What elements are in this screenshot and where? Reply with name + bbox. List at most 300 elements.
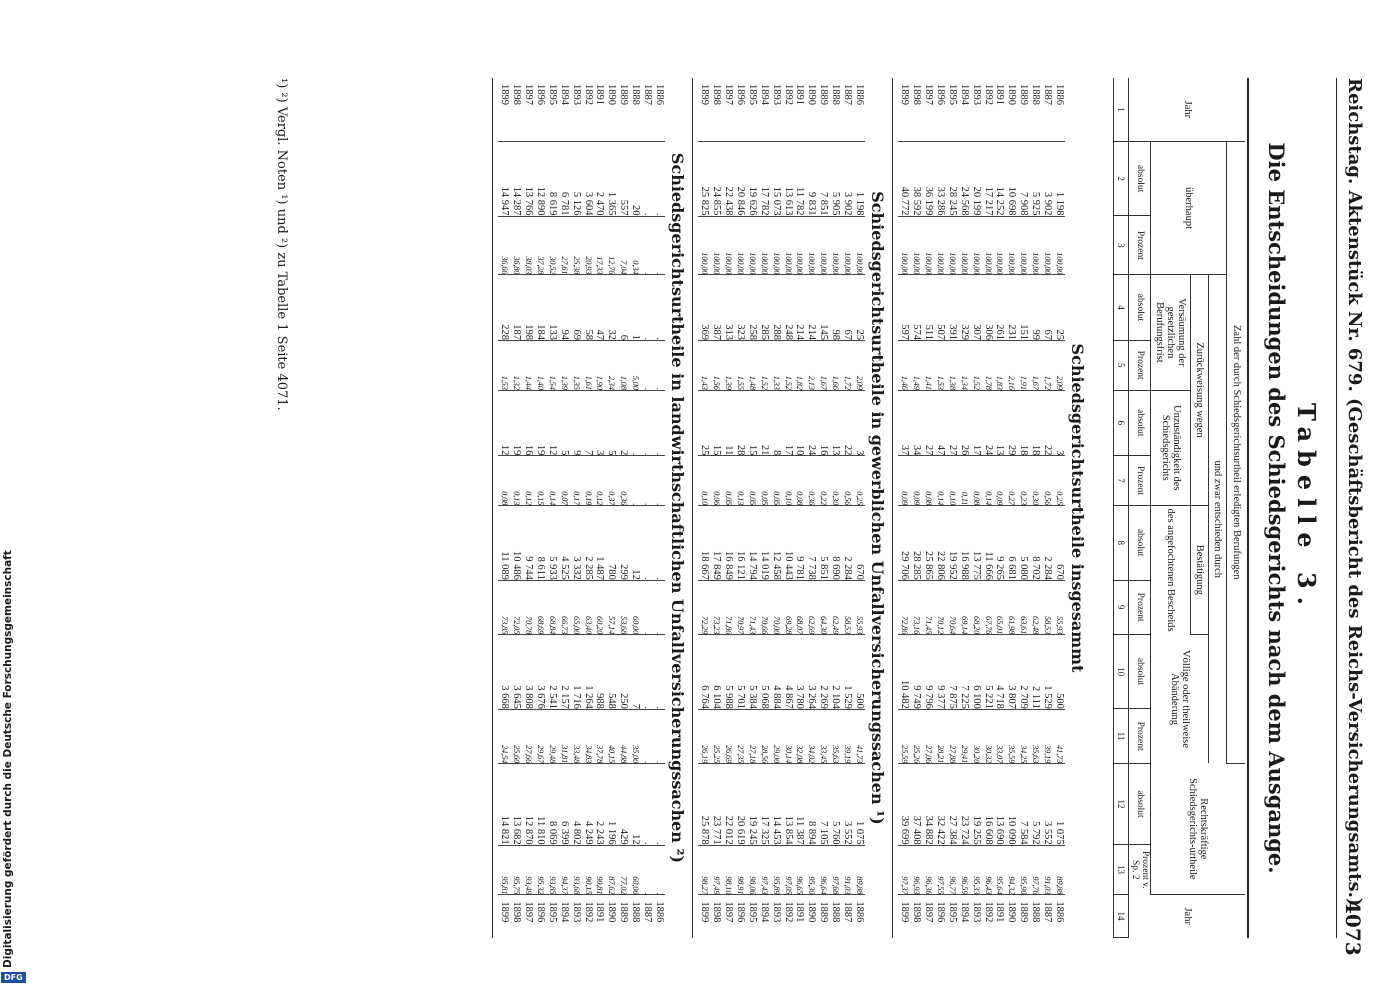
value-cell: 95,30 (805, 845, 817, 895)
value-cell: 2 243 (594, 764, 606, 845)
table-row (994, 78, 1006, 938)
value-cell: 7 851 (817, 141, 829, 216)
value-cell: . (653, 275, 665, 341)
value-cell: 1,53 (498, 340, 510, 390)
value-cell: 100,00 (1017, 216, 1029, 275)
value-cell: 100,00 (841, 216, 853, 275)
value-cell: 15 (746, 390, 758, 456)
value-cell: . (653, 141, 665, 216)
value-cell: . (641, 709, 653, 763)
value-cell: 25,60 (510, 709, 522, 763)
column-number: 13 (1114, 845, 1129, 895)
value-cell: 0,11 (958, 456, 970, 506)
table-row (922, 78, 934, 938)
value-cell: 1,46 (898, 340, 910, 390)
value-cell: . (653, 456, 665, 506)
value-cell: 1,35 (570, 340, 582, 390)
year-cell: 1887 (1042, 901, 1054, 923)
value-cell: 369 (698, 275, 710, 341)
value-cell: 2 470 (594, 141, 606, 216)
value-cell: 36,66 (498, 216, 510, 275)
value-cell: 58 (582, 275, 594, 341)
value-cell: 39,19 (1041, 709, 1053, 763)
value-cell: 32 422 (934, 764, 946, 845)
value-cell: 5 080 (1017, 506, 1029, 581)
value-cell: 25 825 (698, 141, 710, 216)
table-row (841, 78, 853, 938)
value-cell: 13 613 (782, 141, 794, 216)
value-cell: 72,05 (510, 580, 522, 634)
value-cell: 1,78 (982, 340, 994, 390)
value-cell: 98,10 (722, 845, 734, 895)
value-cell: . (641, 390, 653, 456)
value-cell: 9 749 (910, 635, 922, 710)
value-cell: 5 760 (829, 764, 841, 845)
table-top-rule (1247, 78, 1249, 938)
year-cell: 1898 (911, 901, 923, 923)
value-cell: 34,83 (582, 709, 594, 763)
value-cell: 37 (898, 390, 910, 456)
column-number: 3 (1114, 216, 1129, 275)
value-cell: 58,53 (841, 580, 853, 634)
value-cell: 14 821 (498, 764, 510, 845)
table-row (805, 78, 817, 938)
value-cell: 100,00 (853, 216, 865, 275)
value-cell: 500 (853, 635, 865, 710)
value-cell: 100,00 (1029, 216, 1041, 275)
value-cell: 8 894 (805, 764, 817, 845)
value-cell: 29 706 (898, 506, 910, 581)
value-cell: 19 245 (746, 764, 758, 845)
value-cell: 20,93 (582, 216, 594, 275)
value-cell: 3 902 (841, 141, 853, 216)
table-row (641, 78, 653, 938)
value-cell: 1 529 (841, 635, 853, 710)
value-cell: 37,28 (534, 216, 546, 275)
value-cell: 4 249 (582, 764, 594, 845)
value-cell: 7 (582, 390, 594, 456)
value-cell: 1 075 (853, 764, 865, 845)
value-cell: 3 645 (510, 635, 522, 710)
value-cell: 11 810 (534, 764, 546, 845)
year-cell: 1899 (699, 901, 711, 923)
page-number: 4073 (1341, 900, 1365, 956)
year-cell: 1894 (958, 78, 970, 141)
year-cell: 1886 (1054, 901, 1065, 923)
table-row (594, 78, 606, 938)
year-cell: 1897 (722, 78, 734, 141)
value-cell: 285 (758, 275, 770, 341)
value-cell: 1,40 (534, 340, 546, 390)
year-cell: 1898 (711, 901, 723, 923)
value-cell: 214 (805, 275, 817, 341)
value-cell: 37,78 (594, 709, 606, 763)
table-row (817, 78, 829, 938)
value-cell: 35,63 (829, 709, 841, 763)
section-table-2 (698, 78, 865, 938)
year-cell: 1898 (510, 78, 522, 141)
value-cell: 10 486 (510, 506, 522, 581)
value-cell: 500 (1053, 635, 1065, 710)
col-jahr-right: Jahr (1129, 894, 1245, 937)
value-cell: . (653, 709, 665, 763)
value-cell: 29 (1005, 390, 1017, 456)
value-cell: 0,12 (594, 456, 606, 506)
value-cell: 306 (982, 275, 994, 341)
value-cell: 13 (994, 390, 1006, 456)
value-cell: 313 (722, 275, 734, 341)
value-cell: 1,41 (922, 340, 934, 390)
value-cell: 988 (594, 635, 606, 710)
value-cell: 2 111 (1029, 635, 1041, 710)
value-cell: 30,20 (970, 709, 982, 763)
table-row (970, 78, 982, 938)
value-cell: 100,00 (958, 216, 970, 275)
value-cell: 61,98 (1005, 580, 1017, 634)
year-cell: 1890 (1005, 78, 1017, 141)
column-number: 2 (1114, 141, 1129, 216)
value-cell: 97,68 (829, 845, 841, 895)
value-cell: 1,91 (1017, 340, 1029, 390)
value-cell: 5 384 (746, 635, 758, 710)
value-cell: 8 069 (546, 764, 558, 845)
year-cell: 1893 (570, 901, 582, 923)
value-cell: 1,67 (817, 340, 829, 390)
value-cell: 2,09 (1053, 340, 1065, 390)
value-cell: 67 (841, 275, 853, 341)
value-cell: . (653, 390, 665, 456)
value-cell: 38 592 (910, 141, 922, 216)
value-cell: 17 782 (758, 141, 770, 216)
value-cell: 100,00 (770, 216, 782, 275)
year-cell: 1890 (1006, 901, 1018, 923)
year-cell: 1891 (594, 901, 606, 923)
value-cell: 1,48 (746, 340, 758, 390)
value-cell: 95,81 (498, 845, 510, 895)
value-cell: 2 104 (829, 635, 841, 710)
value-cell: 27,88 (946, 709, 958, 763)
value-cell: 0,08 (922, 456, 934, 506)
value-cell: 12 870 (522, 764, 534, 845)
value-cell: 17 (970, 390, 982, 456)
value-cell: 0,25 (853, 456, 865, 506)
value-cell: 90,81 (594, 845, 606, 895)
value-cell: 36 199 (922, 141, 934, 216)
value-cell: 2,34 (605, 340, 617, 390)
column-number: 8 (1114, 505, 1129, 580)
value-cell: 27,18 (746, 709, 758, 763)
value-cell: 23 771 (710, 764, 722, 845)
value-cell: 8 619 (546, 141, 558, 216)
value-cell: 96,77 (946, 845, 958, 895)
value-cell: 3 604 (582, 141, 594, 216)
value-cell: 1,08 (617, 340, 629, 390)
year-cell: 1887 (642, 901, 654, 923)
value-cell: 8 (770, 390, 782, 456)
value-cell: 1,66 (829, 340, 841, 390)
value-cell: 72,29 (698, 580, 710, 634)
value-cell: 1 529 (1041, 635, 1053, 710)
value-cell: 3 264 (805, 635, 817, 710)
value-cell: 29,67 (534, 709, 546, 763)
value-cell: 24 568 (958, 141, 970, 216)
table-row (958, 78, 970, 938)
value-cell: 28,21 (934, 709, 946, 763)
year-cell: 1886 (654, 901, 665, 923)
value-cell: 63,40 (582, 580, 594, 634)
value-cell: 99 (1029, 275, 1041, 341)
year-cell: 1895 (746, 78, 758, 141)
year-cell: 1896 (734, 78, 746, 141)
value-cell: 100,00 (734, 216, 746, 275)
section-title-2: Schiedsgerichtsurtheile in gewerblichen Unfallversicherungssachen ¹) (868, 191, 887, 825)
col-ueberhaupt: überhaupt (1151, 141, 1227, 274)
value-cell: 20 846 (734, 141, 746, 216)
unit-label: Prozent (1129, 340, 1151, 390)
value-cell: 4 802 (570, 764, 582, 845)
value-cell: 1,52 (782, 340, 794, 390)
value-cell: 184 (534, 275, 546, 341)
table-row (734, 78, 746, 938)
value-cell: 1,56 (710, 340, 722, 390)
value-cell: 25 878 (698, 764, 710, 845)
value-cell: . (629, 456, 641, 506)
value-cell: 329 (958, 275, 970, 341)
footnote: ¹) ²) Vergl. Noten ¹) und ²) zu Tabelle 1 Seite 4071. (274, 78, 289, 411)
table-subtitle: Die Entscheidungen des Schiedsgerichts nach dem Ausgange. (1264, 142, 1289, 874)
table-row (1053, 78, 1065, 938)
value-cell: 72,86 (898, 580, 910, 634)
value-cell: . (653, 340, 665, 390)
year-cell: 1896 (534, 78, 546, 141)
table-row (653, 78, 665, 938)
value-cell: 25,38 (570, 216, 582, 275)
running-header: Reichstag. Aktenstück Nr. 679. (Geschäftsbericht des Reichs-Versicherungsamts.) (1344, 78, 1365, 907)
value-cell: 6 681 (1005, 506, 1017, 581)
value-cell: 25 (698, 390, 710, 456)
year-cell: 1891 (994, 901, 1006, 923)
value-cell: 26,69 (722, 709, 734, 763)
table-row (605, 78, 617, 938)
value-cell: 0,30 (829, 456, 841, 506)
value-cell: 60,20 (594, 580, 606, 634)
value-cell: 2,13 (805, 340, 817, 390)
value-cell: 1,39 (722, 340, 734, 390)
table-row (722, 78, 734, 938)
value-cell: 16 988 (958, 506, 970, 581)
value-cell: 5 (558, 390, 570, 456)
table-row (570, 78, 582, 938)
value-cell: 87,62 (605, 845, 617, 895)
value-cell: 0,08 (970, 456, 982, 506)
value-cell: 0,05 (746, 456, 758, 506)
value-cell: 507 (934, 275, 946, 341)
value-cell: 2 541 (546, 635, 558, 710)
value-cell: 0,06 (710, 456, 722, 506)
value-cell: 13 682 (510, 764, 522, 845)
value-cell: 5 925 (1029, 141, 1041, 216)
value-cell: 17 (782, 390, 794, 456)
value-cell: . (653, 506, 665, 581)
value-cell: 0,15 (534, 456, 546, 506)
value-cell: 7 (629, 635, 641, 710)
value-cell: 44,88 (617, 709, 629, 763)
col-versaeumnis: Versäumung der gesetzlichen Berufungsfrist (1151, 275, 1191, 390)
year-cell: 1898 (511, 901, 523, 923)
value-cell: 670 (1053, 506, 1065, 581)
value-cell: 12 (629, 506, 641, 581)
value-cell: 70,78 (522, 580, 534, 634)
value-cell: 64,30 (817, 580, 829, 634)
value-cell: 97,05 (782, 845, 794, 895)
value-cell: 62,48 (1029, 580, 1041, 634)
section-table-1 (898, 78, 1065, 938)
value-cell: 98 (829, 275, 841, 341)
value-cell: 9 (570, 390, 582, 456)
value-cell: 95,32 (534, 845, 546, 895)
column-number: 10 (1114, 634, 1129, 709)
value-cell: 597 (898, 275, 910, 341)
value-cell: 0,09 (994, 456, 1006, 506)
value-cell: 20 619 (734, 764, 746, 845)
value-cell: 5 933 (546, 506, 558, 581)
value-cell: 6 (617, 275, 629, 341)
value-cell: 38,03 (522, 216, 534, 275)
value-cell: 47 (934, 390, 946, 456)
value-cell: 0,05 (758, 456, 770, 506)
year-cell: 1896 (534, 901, 546, 923)
value-cell: 3 807 (1005, 635, 1017, 710)
value-cell: 47 (594, 275, 606, 341)
value-cell: 65,00 (570, 580, 582, 634)
value-cell: 70,00 (770, 580, 782, 634)
year-cell: 1899 (499, 901, 511, 923)
year-cell: 1899 (899, 901, 911, 923)
value-cell: 21 (758, 390, 770, 456)
value-cell: 145 (817, 275, 829, 341)
year-cell: 1891 (994, 78, 1006, 141)
value-cell: 100,00 (805, 216, 817, 275)
value-cell: 33,48 (570, 709, 582, 763)
column-header (1114, 78, 1246, 938)
value-cell: 97,37 (898, 845, 910, 895)
value-cell: 14 453 (770, 764, 782, 845)
value-cell: 2,09 (853, 340, 865, 390)
year-cell: 1889 (617, 78, 629, 141)
value-cell: 20 199 (970, 141, 982, 216)
value-cell: 96,43 (982, 845, 994, 895)
value-cell: . (653, 635, 665, 710)
value-cell: 33,07 (994, 709, 1006, 763)
year-cell: 1894 (758, 901, 770, 923)
value-cell: 100,00 (982, 216, 994, 275)
value-cell: 71,86 (722, 580, 734, 634)
year-cell: 1886 (854, 901, 865, 923)
value-cell: 26,19 (698, 709, 710, 763)
value-cell: 41,73 (1053, 709, 1065, 763)
value-cell: 95,89 (770, 845, 782, 895)
value-cell: 100,00 (710, 216, 722, 275)
table-row (782, 78, 794, 938)
value-cell: 20 (629, 141, 641, 216)
value-cell: 39 699 (898, 764, 910, 845)
value-cell: 53,68 (617, 580, 629, 634)
value-cell: 69,28 (782, 580, 794, 634)
value-cell: 16 121 (734, 506, 746, 581)
value-cell: 100,00 (758, 216, 770, 275)
value-cell: 94,32 (1005, 845, 1017, 895)
value-cell: 0,14 (934, 456, 946, 506)
year-cell: 1890 (805, 78, 817, 141)
column-number: 5 (1114, 340, 1129, 390)
value-cell: 95,75 (510, 845, 522, 895)
value-cell: 69 (570, 275, 582, 341)
value-cell: 10 482 (898, 635, 910, 710)
value-cell: 13 854 (782, 764, 794, 845)
year-cell: 1897 (523, 901, 535, 923)
value-cell: 0,14 (982, 456, 994, 506)
table-row (946, 78, 958, 938)
value-cell: 288 (770, 275, 782, 341)
value-cell: 0,10 (946, 456, 958, 506)
year-cell: 1899 (698, 78, 710, 141)
table-row (898, 78, 910, 938)
value-cell: 0,10 (698, 456, 710, 506)
value-cell: 7 105 (817, 764, 829, 845)
value-cell: 95,33 (970, 845, 982, 895)
value-cell: 1,43 (698, 340, 710, 390)
value-cell: 0,30 (1029, 456, 1041, 506)
year-cell: 1892 (982, 78, 994, 141)
value-cell: 28 (734, 390, 746, 456)
value-cell: 0,08 (794, 456, 806, 506)
col-zurueckweisung: Zurückweisung wegen (1191, 275, 1209, 506)
value-cell: 100,00 (1053, 216, 1065, 275)
value-cell: 10 698 (1005, 141, 1017, 216)
year-cell: 1898 (710, 78, 722, 141)
table-row (1017, 78, 1029, 938)
value-cell: 6 781 (558, 141, 570, 216)
value-cell: 70,64 (946, 580, 958, 634)
value-cell: 39,19 (841, 709, 853, 763)
year-cell: 1891 (594, 78, 606, 141)
year-cell: 1891 (794, 78, 806, 141)
value-cell: 0,05 (722, 456, 734, 506)
table-row (698, 78, 710, 938)
value-cell: 94 (558, 275, 570, 341)
value-cell: 10 (794, 390, 806, 456)
year-cell: 1895 (546, 78, 558, 141)
value-cell: 1,32 (510, 340, 522, 390)
value-cell: 5 851 (817, 506, 829, 581)
year-cell: 1895 (946, 78, 958, 141)
table-row (910, 78, 922, 938)
value-cell: 96,36 (922, 845, 934, 895)
value-cell: 97,49 (710, 845, 722, 895)
value-cell: 17 849 (710, 506, 722, 581)
value-cell: 28 245 (946, 141, 958, 216)
value-cell: 100,00 (722, 216, 734, 275)
unit-label: absolut (1129, 390, 1151, 456)
table-title: Tabelle 3. (1292, 402, 1321, 614)
value-cell: 0,10 (782, 456, 794, 506)
col-angefochtener: des angefochtenen Bescheids (1151, 505, 1191, 634)
value-cell: 91,03 (1041, 845, 1053, 895)
value-cell: 55,93 (1053, 580, 1065, 634)
section-table-3 (498, 78, 665, 938)
table-row (758, 78, 770, 938)
value-cell: 387 (710, 275, 722, 341)
